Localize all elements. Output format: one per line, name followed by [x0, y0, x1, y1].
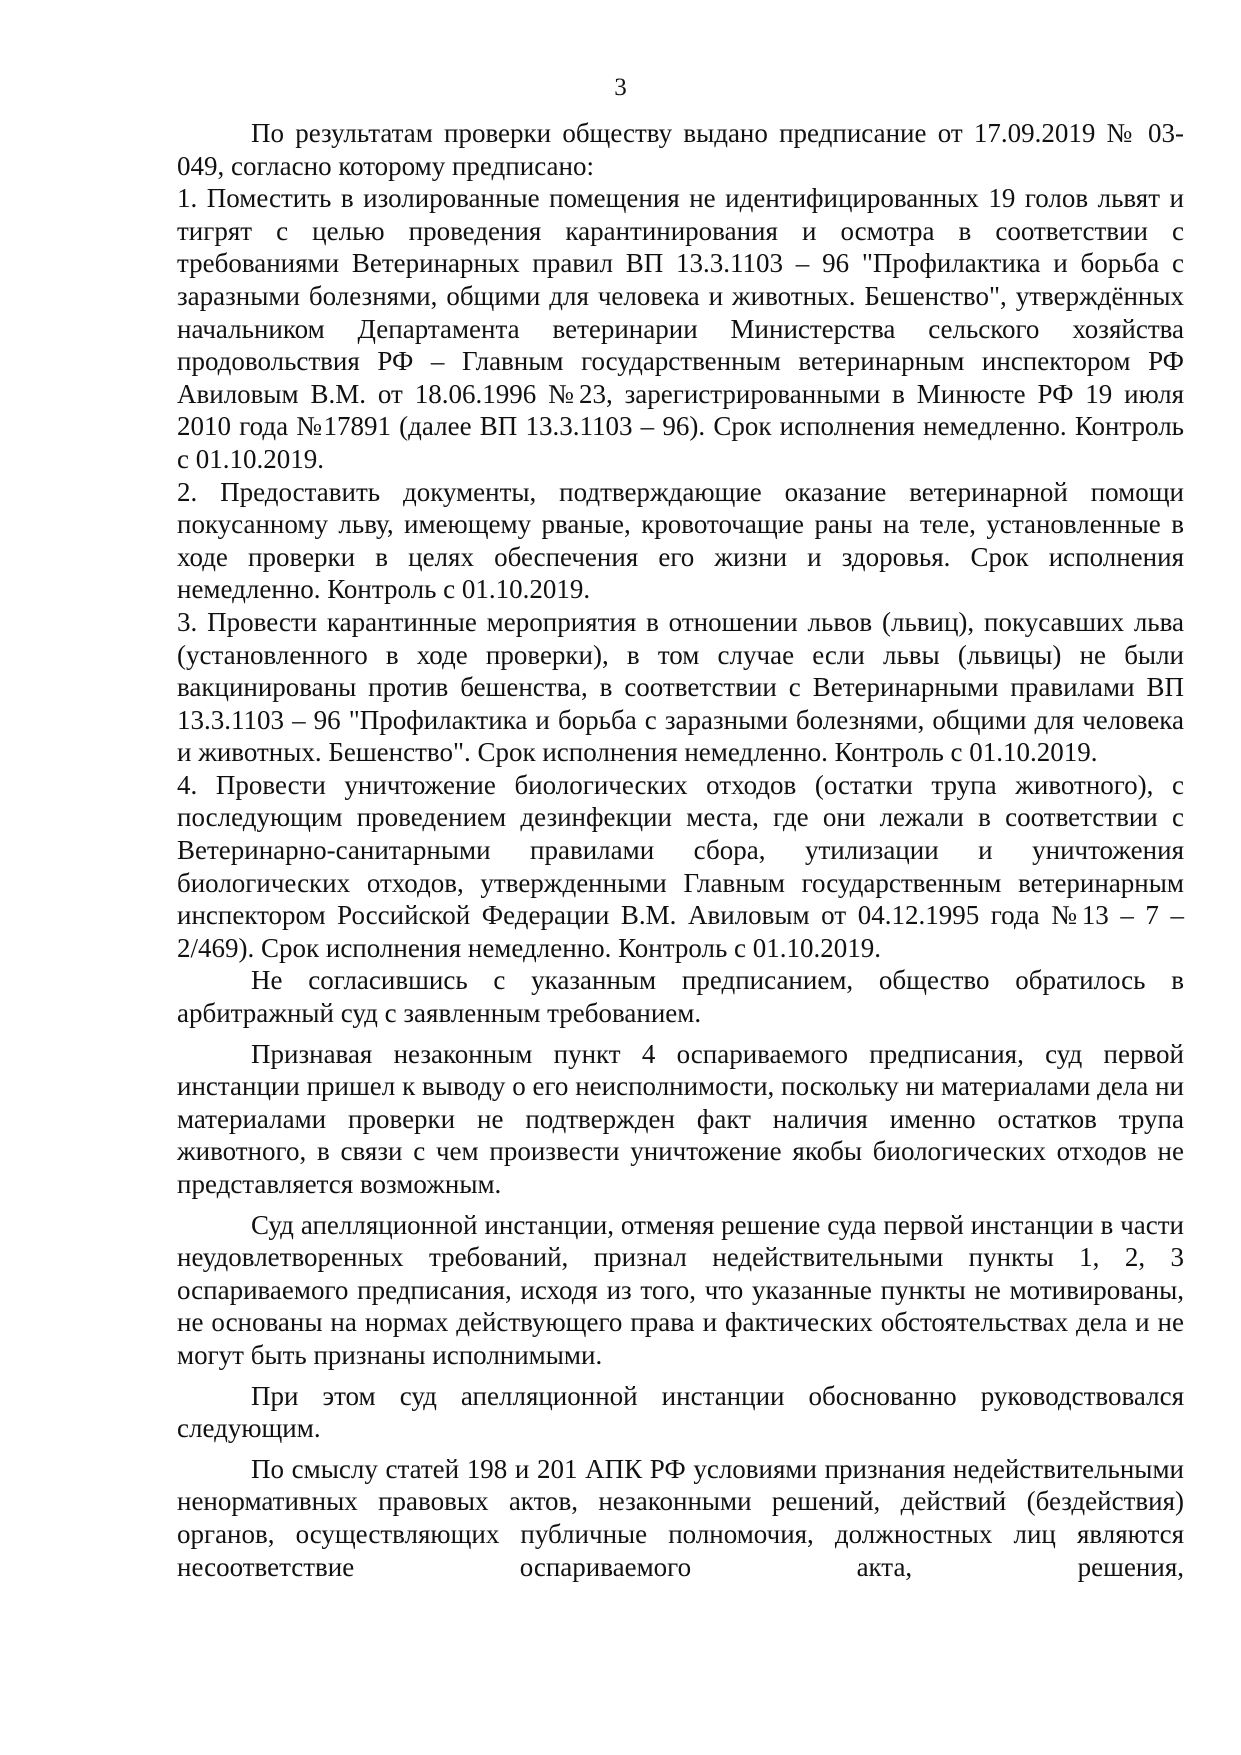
document-body [177, 117, 1184, 1583]
paragraph-item-4: 4. Провести уничтожение биологических отходов (остатки трупа животного), с последующим проведением дезинфекции места, где они лежали в соответствии с Ветеринарно-санитарными правилами сбора, утилизации и уничтожения биологических отходов, утвержденными Главным государственным ветеринарным инспектором Российской Федерации В.М. Авиловым от 04.12.1995 года №13 – 7 – 2/469). Срок исполнения немедленно. Контроль с 01.10.2019. [177, 769, 1184, 963]
paragraph-item-3: 3. Провести карантинные мероприятия в отношении львов (львиц), покусавших льва (установленного в ходе проверки), в том случае если львы (львицы) не были вакцинированы против бешенства, в соответствии с Ветеринарными правилами ВП 13.3.1103 – 96 "Профилактика и борьба с заразными болезнями, общими для человека и животных. Бешенство". Срок исполнения немедленно. Контроль с 01.10.2019. [177, 606, 1184, 768]
paragraph-prescription-intro: По результатам проверки обществу выдано предписание от 17.09.2019 № 03-049, согласно которому предписано: [177, 118, 1184, 181]
paragraph-company-appeal: Не согласившись с указанным предписанием, общество обратилось в арбитражный суд с заявленным требованием. [177, 965, 1184, 1029]
page-number: 3 [614, 74, 627, 101]
paragraph-appeal-court: Суд апелляционной инстанции, отменяя решение суда первой инстанции в части неудовлетворенных требований, признал недействительными пункты 1, 2, 3 оспариваемого предписания, исходя из того, что указанные пункты не мотивированы, не основаны на нормах действующего права и фактических обстоятельствах дела и не могут быть признаны исполнимыми. [177, 1209, 1184, 1370]
paragraph-item-2: 2. Предоставить документы, подтверждающие оказание ветеринарной помощи покусанному льву, имеющему рваные, кровоточащие раны на теле, установленные в ходе проверки в целях обеспечения его жизни и здоровья. Срок исполнения немедленно. Контроль с 01.10.2019. [177, 476, 1184, 605]
paragraph-apk-articles: По смыслу статей 198 и 201 АПК РФ условиями признания недействительными ненормативных правовых актов, незаконными решений, действий (бездействия) органов, осуществляющих публичные полномочия, должностных лиц являются несоответствие оспариваемого акта, решения, [177, 1453, 1184, 1582]
paragraph-guidance: При этом суд апелляционной инстанции обоснованно руководствовался следующим. [177, 1380, 1184, 1444]
paragraph-item-1: 1. Поместить в изолированные помещения не идентифицированных 19 голов львят и тигрят с целью проведения карантинирования и осмотра в соответствии с требованиями Ветеринарных правил ВП 13.3.1103 – 96 "Профилактика и борьба с заразными болезнями, общими для человека и животных. Бешенство", утверждённых начальником Департамента ветеринарии Министерства сельского хозяйства продовольствия РФ – Главным государственным ветеринарным инспектором РФ Авиловым В.М. от 18.06.1996 №23, зарегистрированными в Минюсте РФ 19 июля 2010 года №17891 (далее ВП 13.3.1103 – 96). Срок исполнения немедленно. Контроль с 01.10.2019. [177, 183, 1184, 474]
paragraph-first-instance: Признавая незаконным пункт 4 оспариваемого предписания, суд первой инстанции пришел к выводу о его неисполнимости, поскольку ни материалами дела ни материалами проверки не подтвержден факт наличия именно остатков трупа животного, в связи с чем произвести уничтожение якобы биологических отходов не представляется возможным. [177, 1038, 1184, 1199]
